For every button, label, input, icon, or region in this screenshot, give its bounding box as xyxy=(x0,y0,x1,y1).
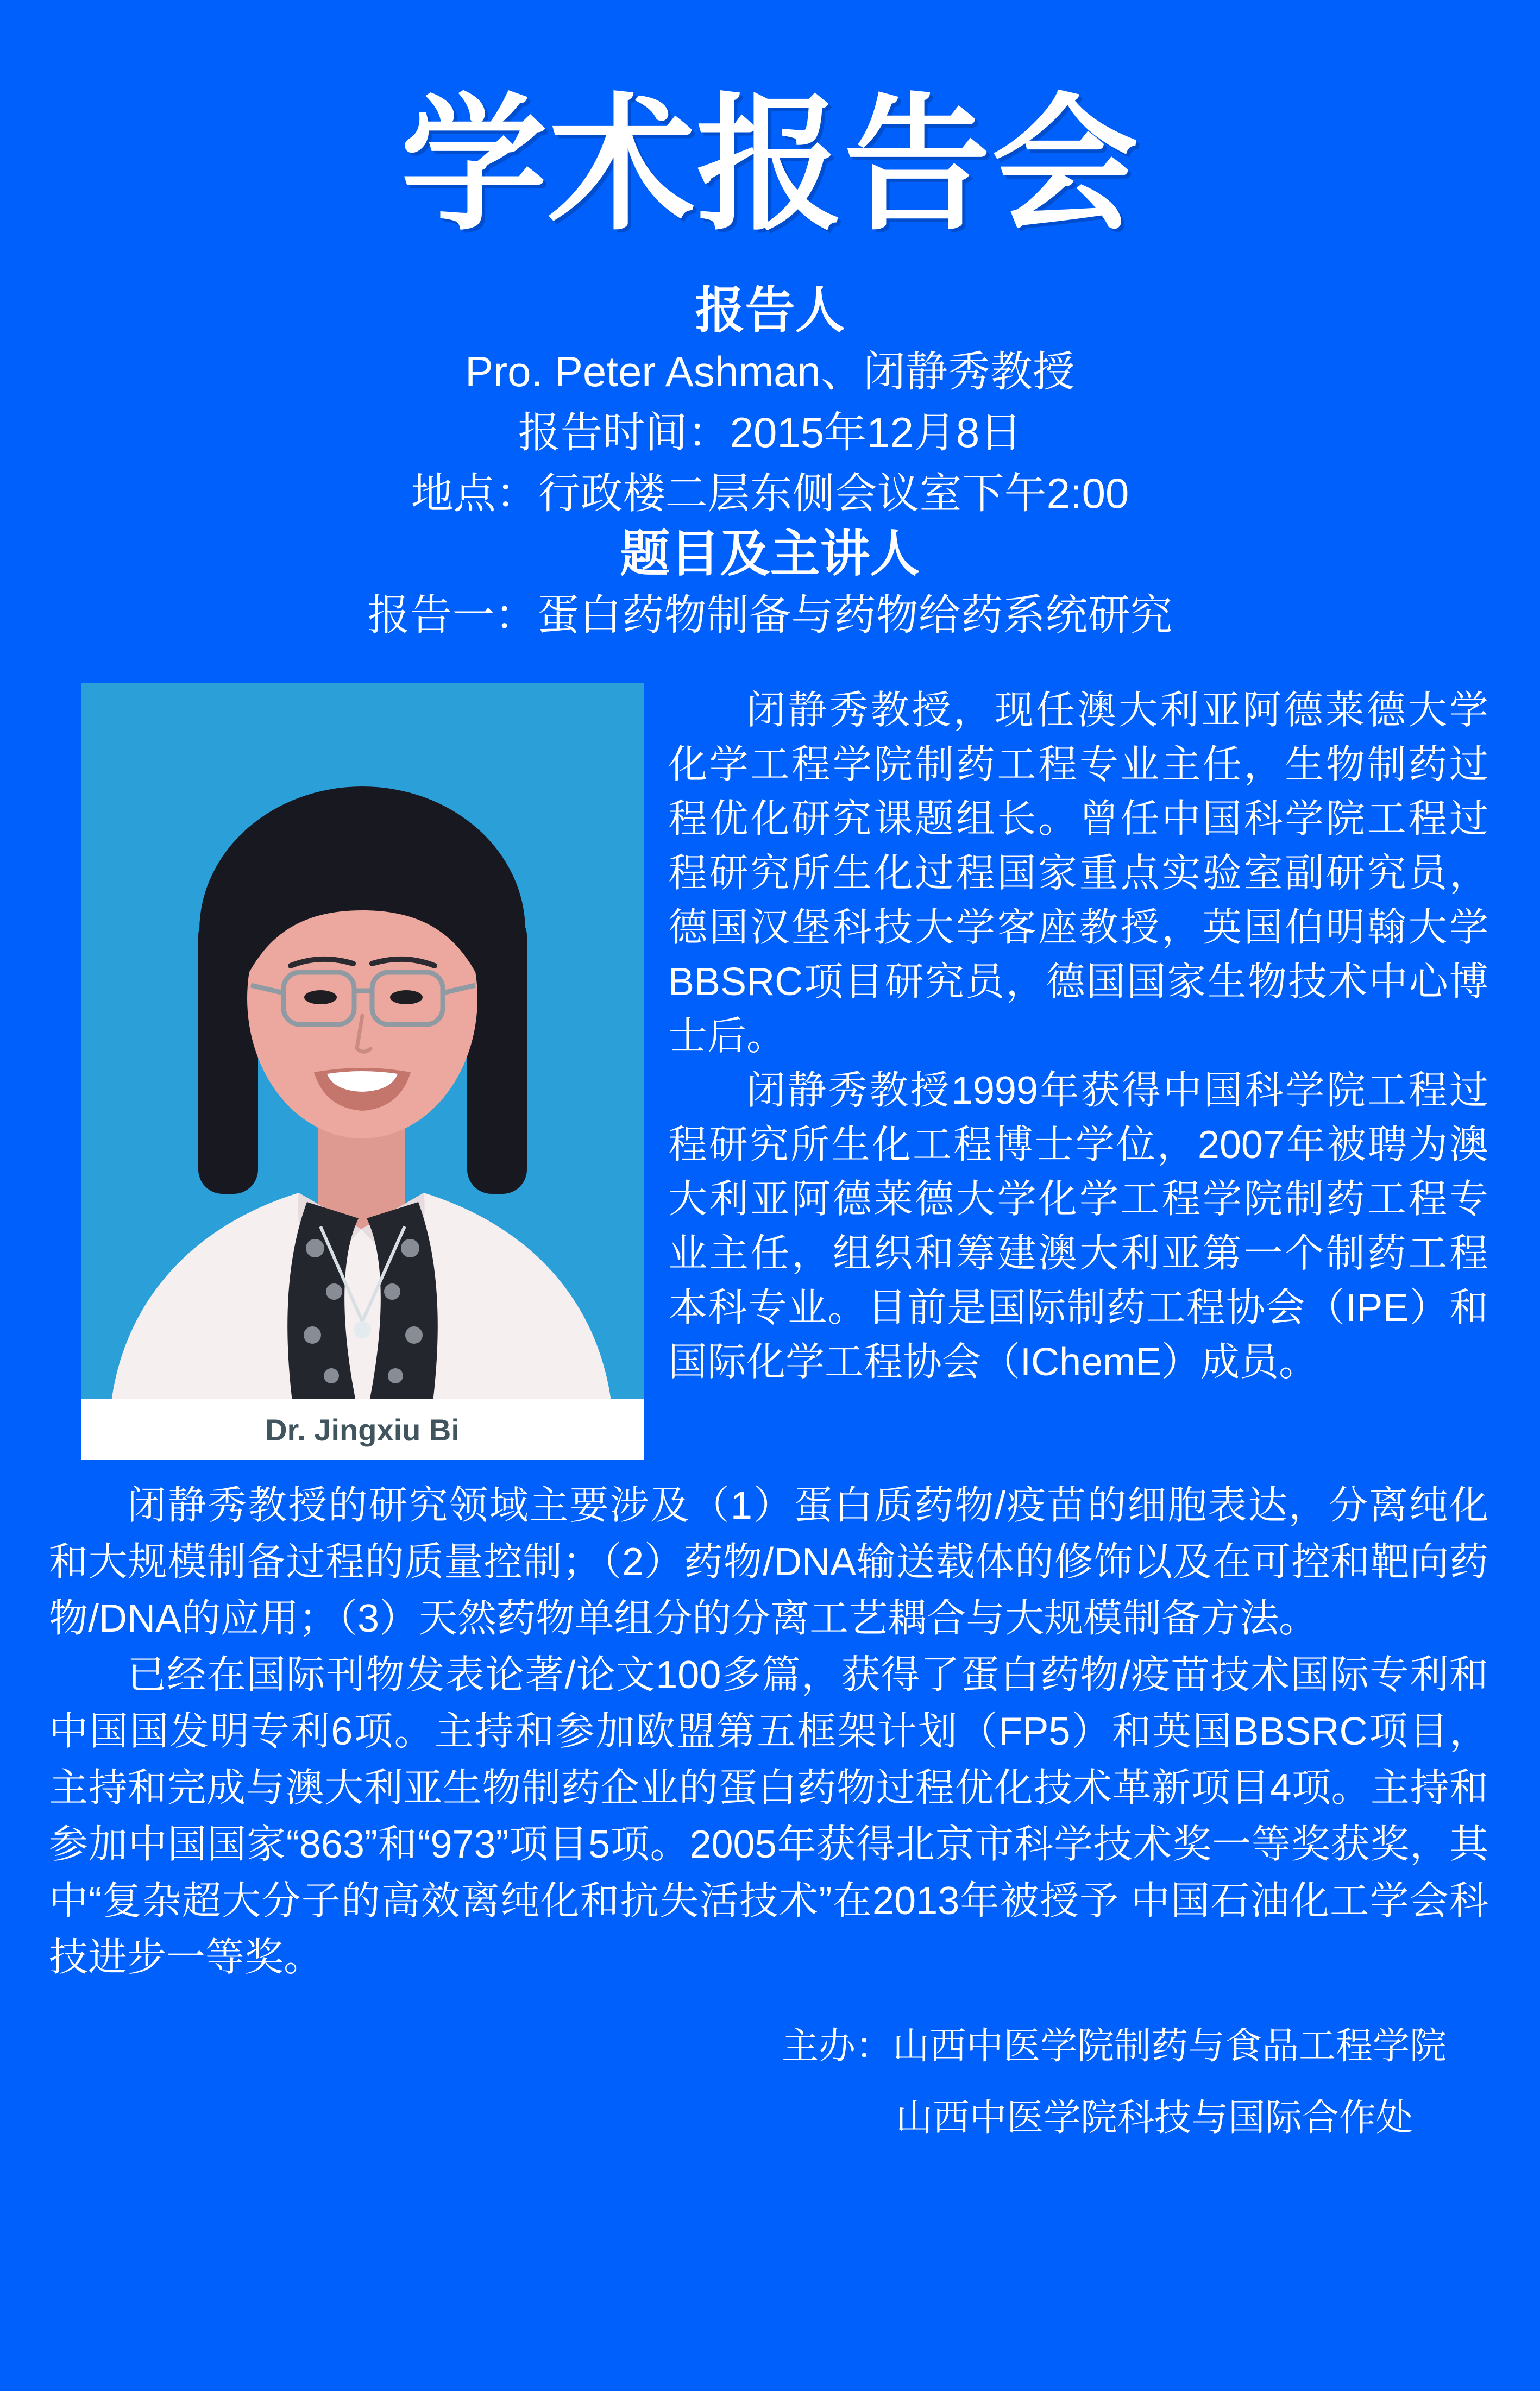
portrait-pendant xyxy=(354,1321,371,1338)
organizer-line-1: 主办：山西中医学院制药与食品工程学院 xyxy=(781,2025,1447,2067)
body-paragraph-1: 闭静秀教授的研究领域主要涉及（1）蛋白质药物/疫苗的细胞表达，分离纯化和大规模制备过程的质量控制；（2）药物/DNA输送载体的修饰以及在可控和靶向药物/DNA的应用；（3）天然药物单组分的分离工艺耦合与大规模制备方法。 xyxy=(49,1483,1488,1640)
photo-caption: Dr. Jingxiu Bi xyxy=(265,1412,460,1447)
topics-heading: 题目及主讲人 xyxy=(620,526,920,582)
body-paragraph-2: 已经在国际刊物发表论著/论文100多篇，获得了蛋白药物/疫苗技术国际专利和中国国发明专利6项。主持和参加欧盟第五框架计划（FP5）和英国BBSRC项目，主持和完成与澳大利亚生物制药企业的蛋白药物过程优化技术革新项目4项。主持和参加中国国家“863”和“973”项目5项。2005年获得北京市科学技术奖一等奖获奖，其中“复杂超大分子的高效离纯化和抗失活技术”在2013年被授予 中国石油化工学会科技进步一等奖。 xyxy=(49,1653,1488,1979)
portrait-eye-left xyxy=(304,990,337,1004)
main-row xyxy=(81,683,1488,1460)
bio-paragraph-1: 闭静秀教授，现任澳大利亚阿德莱德大学化学工程学院制药工程专业主任，生物制药过程优化研究课题组长。曾任中国科学院工程过程研究所生化过程国家重点实验室副研究员，德国汉堡科技大学客座教授，英国伯明翰大学BBSRC项目研究员，德国国家生物技术中心博士后。 xyxy=(668,688,1488,1058)
speaker-heading: 报告人 xyxy=(695,282,845,338)
body-block xyxy=(49,1477,1488,1986)
organizer-block xyxy=(0,2010,1540,2154)
portrait-eye-right xyxy=(390,990,423,1004)
speaker-names: Pro. Peter Ashman、闭静秀教授 xyxy=(465,347,1075,395)
topic-1: 报告一：蛋白药物制备与药物给药系统研究 xyxy=(367,590,1173,639)
time-line: 报告时间：2015年12月8日 xyxy=(518,408,1022,456)
poster-title: 学术报告会 xyxy=(400,84,1140,247)
organizer-line-2: 山西中医学院科技与国际合作处 xyxy=(895,2097,1413,2138)
header-block xyxy=(0,280,1540,645)
location-line: 地点：行政楼二层东侧会议室下午2:00 xyxy=(411,469,1129,517)
poster xyxy=(0,81,1540,2391)
bio-column xyxy=(668,683,1488,1389)
speaker-portrait xyxy=(81,683,644,1460)
speaker-photo xyxy=(81,683,644,1460)
bio-paragraph-2: 闭静秀教授1999年获得中国科学院工程过程研究所生化工程博士学位，2007年被聘为澳大利亚阿德莱德大学化学工程学院制药工程专业主任，组织和筹建澳大利亚第一个制药工程本科专业。目前是国际制药工程协会（IPE）和国际化学工程协会（IChemE）成员。 xyxy=(668,1068,1488,1384)
